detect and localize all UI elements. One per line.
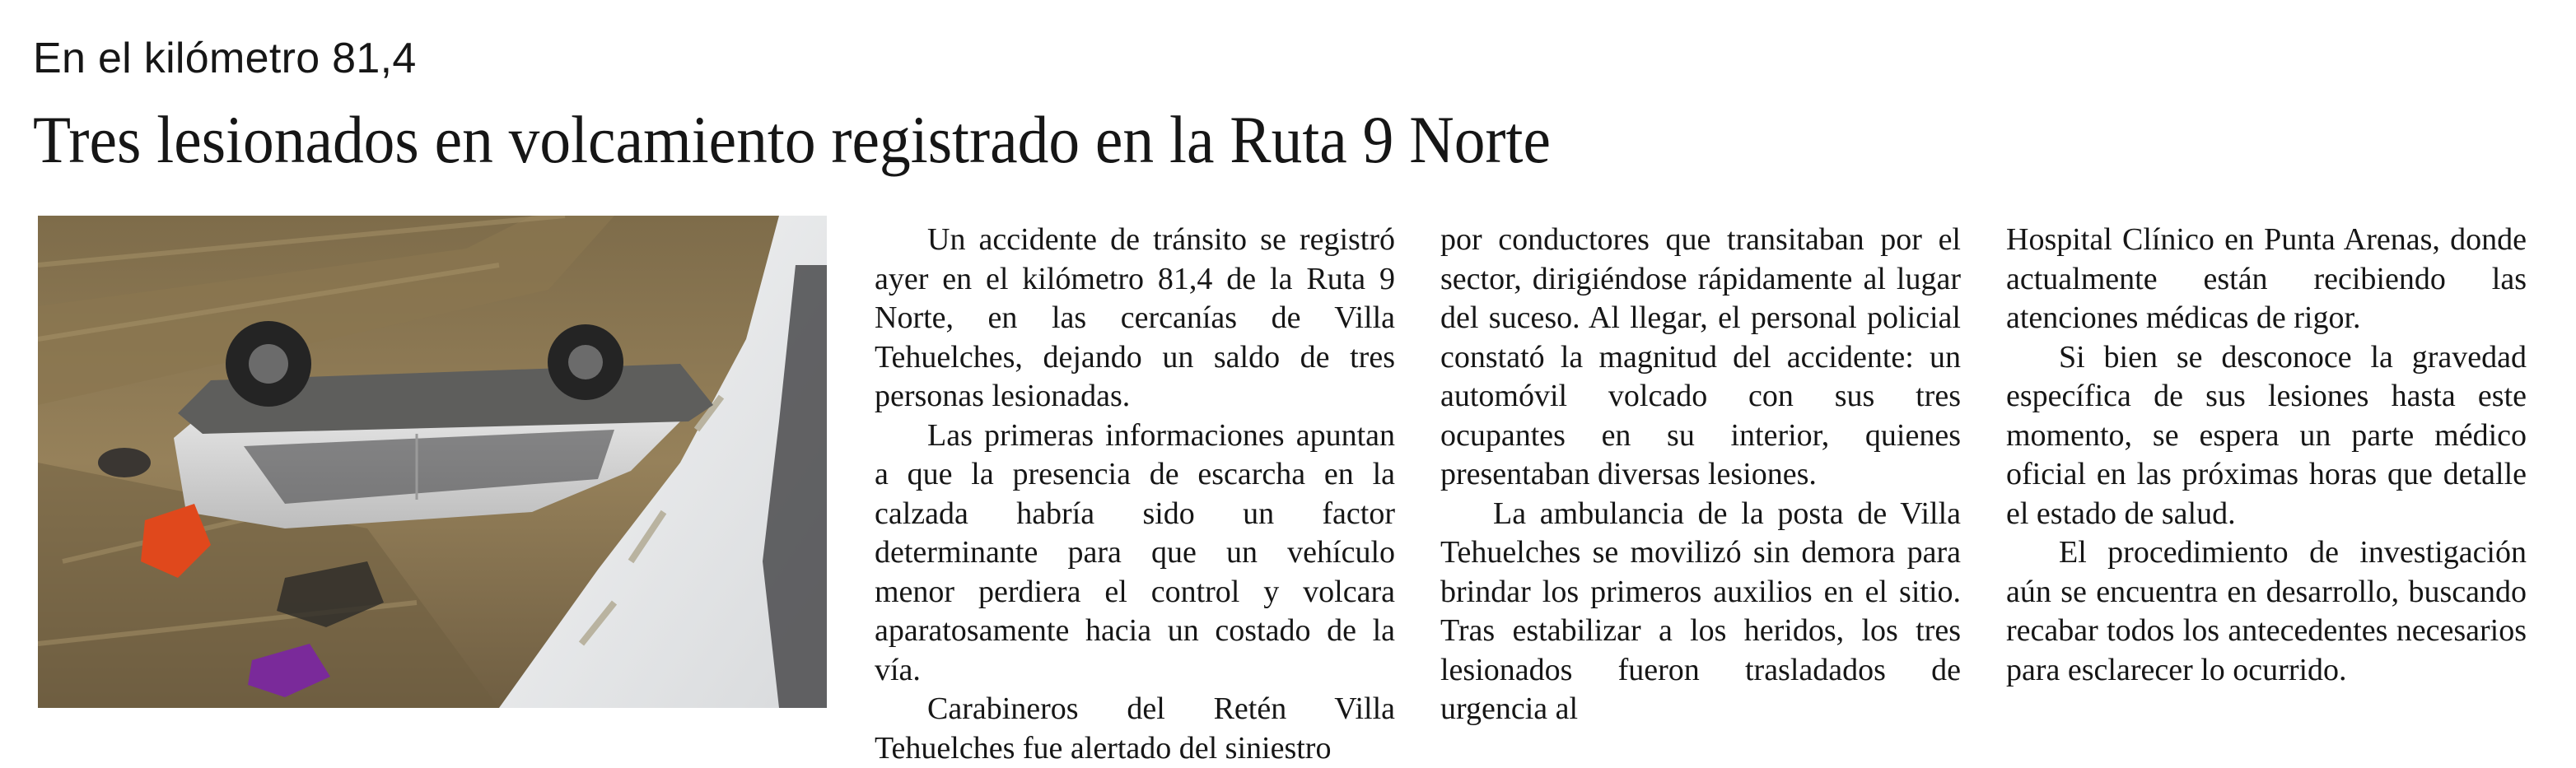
overturned-car-photo (38, 216, 827, 708)
article-column-2 (1440, 221, 1961, 729)
article-column-3 (2006, 221, 2527, 690)
article-paragraph: por conductores que transitaban por el sector, dirigiéndose rápidamente al lugar del suceso. Al llegar, el personal policial constató la magnitud del accidente: un automóvil volcado con sus tres ocupantes en su interior, quienes presentaban diversas lesiones. (1440, 222, 1961, 491)
article-paragraph: El procedimiento de investigación aún se encuentra en desarrollo, buscando recabar todos los antecedentes necesarios para esclarecer lo ocurrido. (2006, 535, 2527, 687)
article-paragraph: La ambulancia de la posta de Villa Tehuelches se movilizó sin demora para brindar los primeros auxilios en el sitio. Tras estabilizar a los heridos, los tres lesionados fueron trasladados de urgencia al (1440, 496, 1961, 726)
article-paragraph: Si bien se desconoce la gravedad específica de sus lesiones hasta este momento, se espera un parte médico oficial en las próximas horas que detalle el estado de salud. (2006, 339, 2527, 531)
article-photo (38, 216, 827, 708)
article-kicker: En el kilómetro 81,4 (33, 35, 417, 82)
article-column-1 (875, 221, 1395, 768)
article-paragraph: Un accidente de tránsito se registró ayer en el kilómetro 81,4 de la Ruta 9 Norte, en las cercanías de Villa Tehuelches, dejando un saldo de tres personas lesionadas. (875, 222, 1395, 413)
article-headline: Tres lesionados en volcamiento registrado en la Ruta 9 Norte (33, 102, 1551, 177)
article-paragraph: Hospital Clínico en Punta Arenas, donde actualmente están recibiendo las atenciones médicas de rigor. (2006, 222, 2527, 335)
article-paragraph: Las primeras informaciones apuntan a que la presencia de escarcha en la calzada habría sido un factor determinante para que un vehículo menor perdiera el control y volcara aparatosamente hacia un costado de la vía. (875, 417, 1395, 687)
article-paragraph: Carabineros del Retén Villa Tehuelches fue alertado del siniestro (875, 691, 1395, 766)
